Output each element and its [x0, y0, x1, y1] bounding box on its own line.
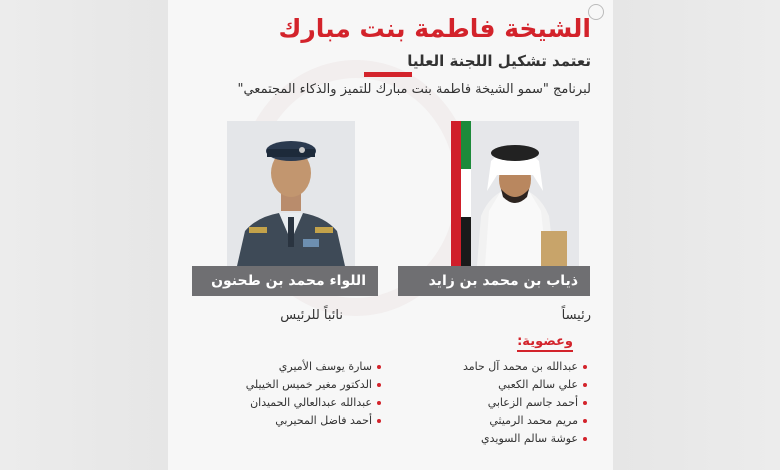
list-item: علي سالم الكعبي: [463, 376, 587, 394]
sheikh-role: رئيساً: [561, 308, 591, 323]
bullet-icon: [583, 365, 587, 369]
portrait-sheikh: [451, 121, 579, 266]
list-item: سارة يوسف الأميري: [246, 358, 381, 376]
list-item: عوشة سالم السويدي: [463, 430, 587, 448]
bullet-icon: [583, 437, 587, 441]
officer-role: نائباً للرئيس: [280, 308, 343, 323]
officer-name: اللواء محمد بن طحنون: [211, 273, 366, 289]
headline-title: الشيخة فاطمة بنت مبارك: [278, 14, 591, 43]
sheikh-name: ذياب بن محمد بن زايد: [428, 273, 578, 289]
list-item: أحمد جاسم الزعابي: [463, 394, 587, 412]
bullet-icon: [377, 401, 381, 405]
members-list-right: [463, 358, 587, 448]
list-item: الدكتور مغير خميس الخييلي: [246, 376, 381, 394]
portrait-officer: [227, 121, 355, 266]
right-margin: [613, 0, 780, 470]
left-margin: [0, 0, 168, 470]
bullet-icon: [583, 401, 587, 405]
program-line: لبرنامج "سمو الشيخة فاطمة بنت مبارك للتميز والذكاء المجتمعي": [237, 82, 591, 97]
name-bar-officer: [192, 266, 378, 296]
bullet-icon: [377, 419, 381, 423]
name-bar-sheikh: [398, 266, 590, 296]
members-heading: وعضوية:: [517, 334, 573, 352]
members-list-left: [246, 358, 381, 430]
bullet-icon: [583, 383, 587, 387]
bullet-icon: [377, 365, 381, 369]
announcement-card: [168, 0, 613, 470]
accent-bar: [364, 72, 412, 77]
bullet-icon: [583, 419, 587, 423]
headline-subtitle: تعتمد تشكيل اللجنة العليا: [407, 52, 591, 70]
bullet-icon: [377, 383, 381, 387]
list-item: عبدالله عبدالعالي الحميدان: [246, 394, 381, 412]
list-item: عبدالله بن محمد آل حامد: [463, 358, 587, 376]
list-item: مريم محمد الرميثي: [463, 412, 587, 430]
list-item: أحمد فاضل المحيربي: [246, 412, 381, 430]
